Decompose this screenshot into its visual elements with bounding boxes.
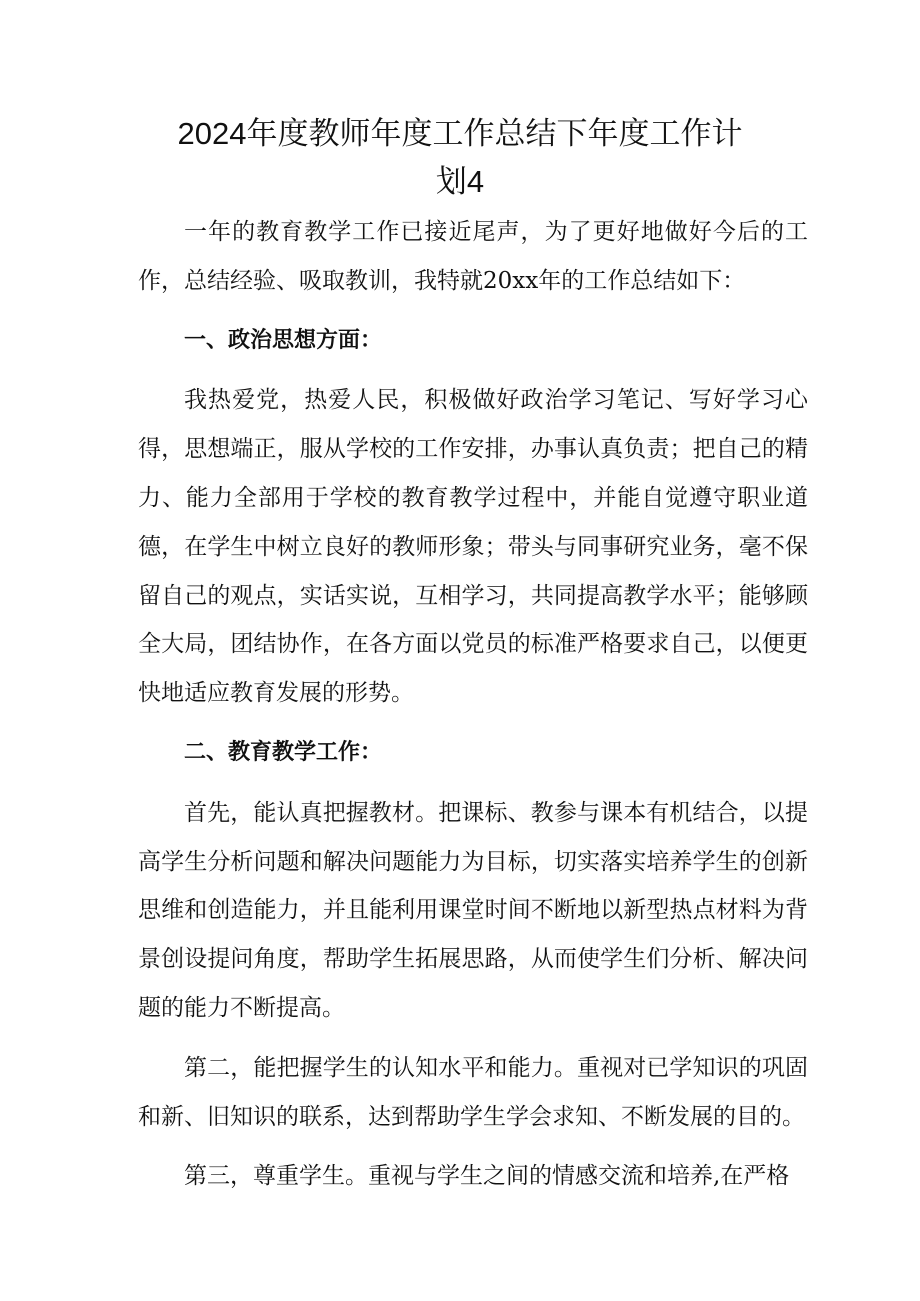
document-body bbox=[138, 208, 808, 1201]
paragraph-spacer bbox=[138, 306, 808, 317]
politics-paragraph: 我热爱党，热爱人民，积极做好政治学习笔记、写好学习心得，思想端正，服从学校的工作安排，办事认真负责；把自己的精力、能力全部用于学校的教育教学过程中，并能自觉遵守职业道德，在学生中树立良好的教师形象；带头与同事研究业务，毫不保留自己的观点，实话实说，互相学习，共同提高教学水平；能够顾全大局，团结协作，在各方面以党员的标准严格要求自己，以便更快地适应教育发展的形势。 bbox=[138, 387, 808, 707]
paragraph-spacer bbox=[138, 718, 808, 729]
intro-paragraph: 一年的教育教学工作已接近尾声，为了更好地做好今后的工作，总结经验、吸取教训，我特就20xx年的工作总结如下： bbox=[138, 219, 808, 294]
paragraph-spacer bbox=[138, 778, 808, 789]
section-heading-teaching: 二、教育教学工作： bbox=[184, 739, 383, 765]
document-title-line-1: 2024年度教师年度工作总结下年度工作计 bbox=[177, 116, 743, 151]
document-title-line-2: 划4 bbox=[435, 164, 485, 199]
section-heading-politics: 一、政治思想方面： bbox=[184, 327, 383, 353]
teaching-paragraph-first: 首先，能认真把握教材。把课标、教参与课本有机结合，以提高学生分析问题和解决问题能力为目标，切实落实培养学生的创新思维和创造能力，并且能利用课堂时间不断地以新型热点材料为背景创设提问角度，帮助学生拓展思路，从而使学生们分析、解决问题的能力不断提高。 bbox=[138, 799, 808, 1021]
paragraph-spacer bbox=[138, 365, 808, 376]
teaching-paragraph-second: 第二，能把握学生的认知水平和能力。重视对已学知识的巩固和新、旧知识的联系，达到帮助学生学会求知、不断发展的目的。 bbox=[138, 1054, 808, 1130]
paragraph-spacer bbox=[138, 1033, 808, 1044]
paragraph-spacer bbox=[138, 1141, 808, 1152]
teaching-paragraph-third: 第三，尊重学生。重视与学生之间的情感交流和培养,在严格 bbox=[184, 1163, 790, 1190]
